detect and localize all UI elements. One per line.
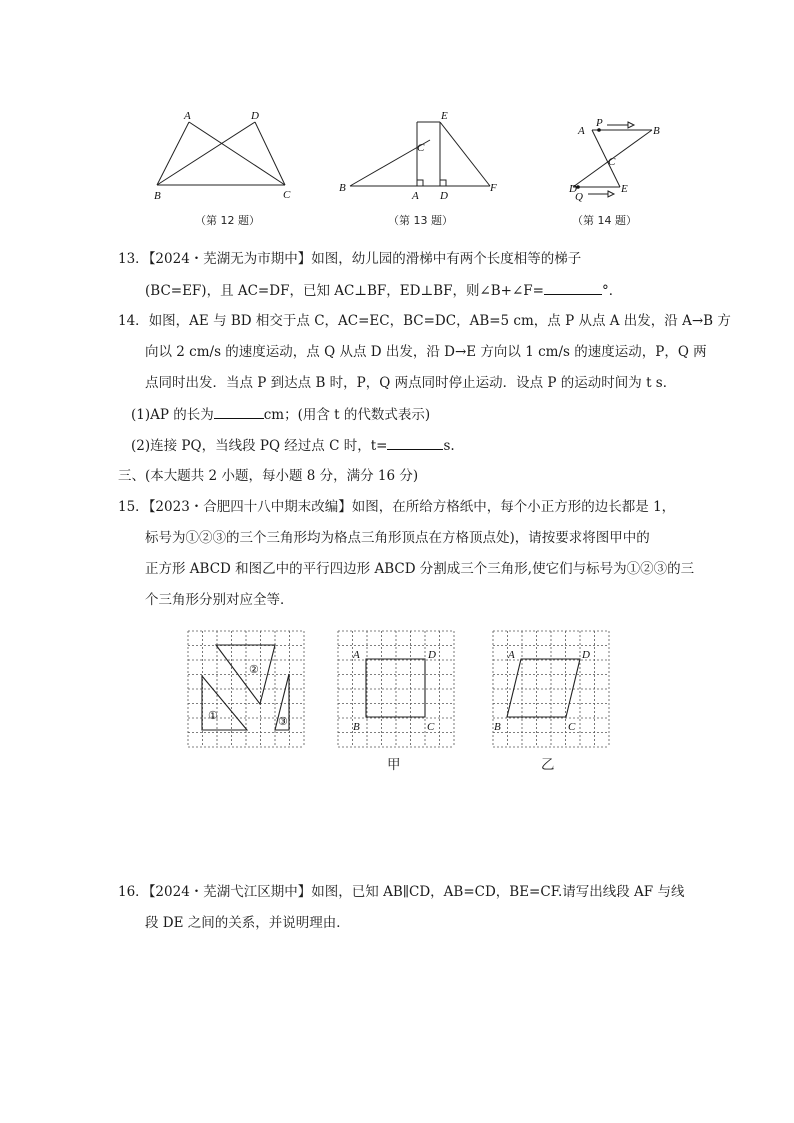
q16-text1: 如图，已知 AB∥CD，AB=CD，BE=CF.请写出线段 AF 与线 xyxy=(311,884,685,900)
q14-sub2-blank[interactable] xyxy=(387,435,443,450)
jia-label-d: D xyxy=(428,649,436,661)
q13-source: 【2024・芜湖无为市期中】 xyxy=(148,251,312,267)
jia-caption: 甲 xyxy=(387,757,401,773)
q14-sub2b: s. xyxy=(443,438,455,454)
q13-text1: 如图，幼儿园的滑梯中有两个长度相等的梯子 xyxy=(311,251,582,267)
yi-caption: 乙 xyxy=(541,757,555,773)
q13-text2a: (BC=EF)，且 AC=DF，已知 AC⊥BF，ED⊥BF，则∠B+∠F= xyxy=(145,283,544,299)
fig14-label-d: D xyxy=(569,183,577,195)
q13-number: 13． xyxy=(118,251,149,267)
q14-sub1 xyxy=(131,404,430,425)
section-three-heading: 三、(本大题共 2 小题，每小题 8 分，满分 16 分) xyxy=(118,468,419,484)
yi-label-b: B xyxy=(494,721,501,733)
jia-label-a: A xyxy=(353,649,360,661)
fig14-label-c: C xyxy=(608,156,616,168)
yi-label-d: D xyxy=(582,649,590,661)
fig14-label-b: B xyxy=(653,125,660,137)
q16-source: 【2024・芜湖弋江区期中】 xyxy=(148,884,312,900)
q13-answer-blank[interactable] xyxy=(544,280,602,295)
q14-sub1-blank[interactable] xyxy=(214,404,264,419)
fig14-label-p: P xyxy=(596,117,603,129)
figure-12 xyxy=(145,105,305,205)
jia-label-b: B xyxy=(353,721,360,733)
fig13-label-b: B xyxy=(339,182,346,194)
q14-sub2a: (2)连接 PQ，当线段 PQ 经过点 C 时，t= xyxy=(131,438,388,454)
fig12-label-b: B xyxy=(154,190,161,202)
q13-line2 xyxy=(145,280,622,301)
grid-yi-parallelogram xyxy=(490,630,610,750)
fig13-caption: （第 13 题） xyxy=(388,214,453,227)
q16-line2: 段 DE 之间的关系，并说明理由． xyxy=(145,915,350,931)
q15-line1 xyxy=(118,497,675,517)
fig12-label-a: A xyxy=(184,110,191,122)
figure-13 xyxy=(335,103,505,203)
fig13-label-f: F xyxy=(490,182,497,194)
yi-label-c: C xyxy=(568,721,576,733)
q14-line3: 点同时出发．当点 P 到达点 B 时，P，Q 两点同时停止运动．设点 P 的运动时间为 t s． xyxy=(145,375,677,391)
fig14-label-a: A xyxy=(578,125,585,137)
q13-text2b: °． xyxy=(602,283,623,299)
q15-number: 15． xyxy=(118,499,149,515)
q14-line2: 向以 2 cm/s 的速度运动，点 Q 从点 D 出发，沿 D→E 方向以 1 cm/s 的速度运动，P，Q 两 xyxy=(145,344,707,360)
fig12-caption: （第 12 题） xyxy=(195,214,260,227)
q15-line4: 个三角形分别对应全等． xyxy=(145,592,294,608)
fig13-label-d: D xyxy=(440,190,448,202)
q14-sub2 xyxy=(131,435,455,456)
triangle-2-label: ② xyxy=(249,664,259,676)
grid-left-triangles xyxy=(185,630,305,750)
fig14-label-q: Q xyxy=(575,191,583,203)
q14-text1: 如图，AE 与 BD 相交于点 C，AC=EC，BC=DC，AB=5 cm，点 P 从点 A 出发，沿 A→B 方 xyxy=(148,313,731,329)
fig13-label-a: A xyxy=(412,190,419,202)
q14-sub1b: cm；(用含 t 的代数式表示) xyxy=(263,407,431,423)
yi-label-a: A xyxy=(508,649,515,661)
q16-number: 16． xyxy=(118,884,149,900)
triangle-1-label: ① xyxy=(208,710,218,722)
jia-label-c: C xyxy=(427,721,435,733)
q14-line1 xyxy=(118,311,731,331)
q15-text1: 如图，在所给方格纸中，每个小正方形的边长都是 1， xyxy=(351,499,676,515)
triangle-3-label: ③ xyxy=(278,716,288,728)
fig14-caption: （第 14 题） xyxy=(572,214,637,227)
fig13-label-e: E xyxy=(441,110,448,122)
q15-line3: 正方形 ABCD 和图乙中的平行四边形 ABCD 分割成三个三角形,使它们与标号为①②③的三 xyxy=(145,561,695,577)
q16-line1 xyxy=(118,882,684,902)
fig14-label-e: E xyxy=(621,183,628,195)
fig12-label-c: C xyxy=(283,189,291,201)
fig13-label-c: C xyxy=(417,142,425,154)
q15-source: 【2023・合肥四十八中期末改编】 xyxy=(148,499,352,515)
figure-14 xyxy=(570,115,680,205)
q15-line2: 标号为①②③的三个三角形均为格点三角形顶点在方格顶点处)，请按要求将图甲中的 xyxy=(145,530,650,546)
q13-line1 xyxy=(118,249,581,269)
q14-sub1a: (1)AP 的长为 xyxy=(131,407,214,423)
grid-jia-square xyxy=(335,630,455,750)
q14-number: 14． xyxy=(118,313,149,329)
fig12-label-d: D xyxy=(251,110,259,122)
